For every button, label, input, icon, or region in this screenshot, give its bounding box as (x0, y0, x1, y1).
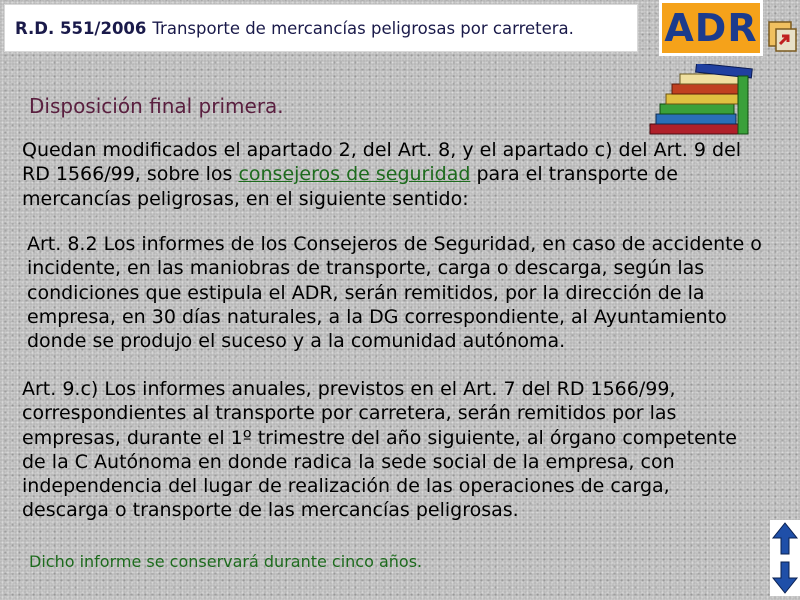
section-heading: Disposición final primera. (29, 94, 284, 118)
paragraph-intro-start: Quedan modificados el apartado 2, del Art. 8, y el apartado c) del Art. 9 del RD 1566/99, sobre los (22, 139, 742, 186)
title-code: R.D. 551/2006 (15, 18, 147, 38)
title-bar (4, 4, 638, 52)
paragraph-intro-end: para el transporte de mercancías peligrosas, en el siguiente sentido: (22, 163, 678, 210)
up-down-arrows-icon[interactable] (770, 520, 800, 596)
consejeros-link[interactable]: consejeros de seguridad (238, 163, 471, 186)
paragraph-art-8-2: Art. 8.2 Los informes de los Consejeros de Seguridad, en caso de accidente o incidente, en las maniobras de transporte, carga o descarga, según las condiciones que estipula el ADR, serán remitidos, por la dirección de la empresa, en 30 días naturales, a la DG correspondiente, al Ayuntamiento donde se produjo el suceso y a la comunidad autónoma. (27, 233, 762, 353)
retention-note: Dicho informe se conservará durante cinco años. (29, 552, 423, 571)
title-text: Transporte de mercancías peligrosas por carretera. (152, 18, 574, 38)
paragraph-intro (22, 138, 762, 211)
adr-logo (659, 0, 763, 56)
books-icon (646, 64, 756, 136)
return-icon[interactable] (767, 20, 799, 54)
paragraph-art-9-c: Art. 9.c) Los informes anuales, previstos en el Art. 7 del RD 1566/99, correspondientes al transporte por carretera, serán remitidos por las empresas, durante el 1º trimestre del año siguiente, al órgano competente de la C Autónoma en donde radica la sede social de la empresa, con independencia del lugar de realización de las operaciones de carga, descarga o transporte de las mercancías peligrosas. (22, 378, 737, 522)
adr-logo-text: ADR (662, 3, 760, 53)
